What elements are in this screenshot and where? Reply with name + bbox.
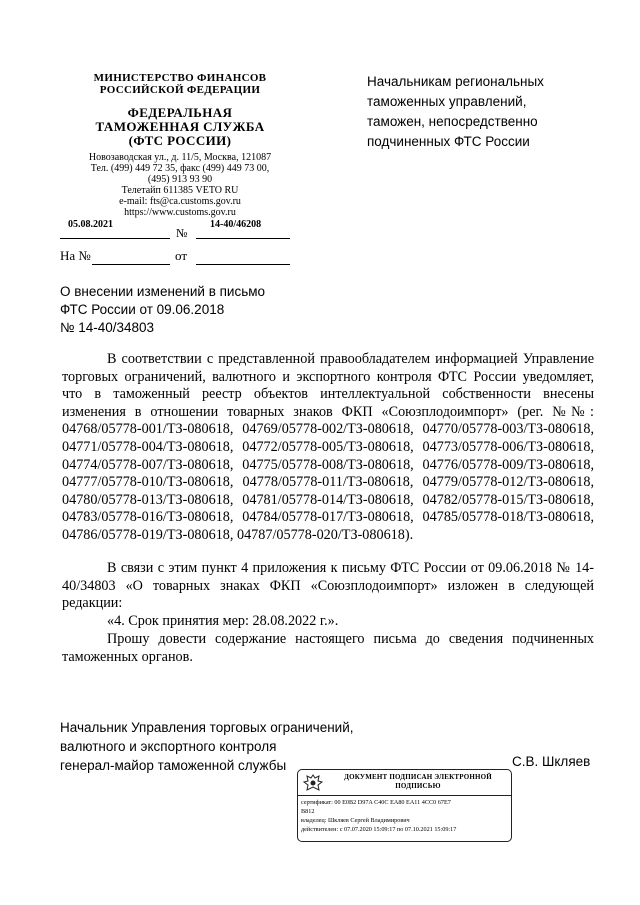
subject-line-1: О внесении изменений в письмо (60, 284, 266, 299)
address-line-2: Тел. (499) 449 72 35, факс (499) 449 73 00, (90, 163, 270, 174)
stamp-title (328, 773, 508, 791)
service-name (60, 106, 300, 148)
address-line-6: https://www.customs.gov.ru (124, 207, 236, 218)
ministry-line-1: МИНИСТЕРСТВО ФИНАНСОВ (93, 72, 267, 84)
body-paragraph-4: Прошу довести содержание настоящего письма до сведения подчиненных таможенных органов. (62, 631, 594, 665)
reference-date-underline (196, 264, 290, 265)
addressee-line-2: таможенных управлений, (367, 94, 527, 109)
registration-date: 05.08.2021 (68, 219, 113, 230)
ministry-line-2: РОССИЙСКОЙ ФЕДЕРАЦИИ (99, 84, 261, 96)
registration-number: 14-40/46208 (210, 219, 262, 230)
body-paragraph-3: «4. Срок принятия мер: 28.08.2022 г.». (107, 613, 339, 629)
addressee (367, 72, 627, 152)
service-line-3: (ФТС РОССИИ) (128, 133, 232, 148)
position-line-1: Начальник Управления торговых ограничений, (60, 720, 354, 735)
reference-number-underline (92, 264, 170, 265)
stamp-validity: действителен: с 07.07.2020 15:09:17 по 07.10.2021 15:09:17 (301, 826, 457, 833)
stamp-certificate-cont: B812 (301, 808, 315, 815)
addressee-line-4: подчиненных ФТС России (367, 134, 530, 149)
stamp-title-line-2: ПОДПИСЬЮ (395, 782, 441, 790)
eagle-emblem-icon (302, 773, 324, 793)
date-underline (60, 238, 170, 239)
ministry-name (60, 72, 300, 96)
letter-subject (60, 283, 320, 337)
service-line-1: ФЕДЕРАЛЬНАЯ (127, 105, 233, 120)
stamp-details (301, 798, 507, 834)
registration-number-label: № (176, 226, 188, 240)
subject-line-3: № 14-40/34803 (60, 320, 155, 335)
address-line-4: Телетайп 611385 VETO RU (121, 185, 239, 196)
electronic-signature-stamp (297, 769, 512, 842)
number-underline (196, 238, 290, 239)
address-line-1: Новозаводская ул., д. 11/5, Москва, 121087 (88, 152, 272, 163)
subject-line-2: ФТС России от 09.06.2018 (60, 302, 225, 317)
body-paragraph-1: В соответствии с представленной правообладателем информацией Управление торговых ограничений, валютного и экспортного контроля ФТС России уведомляет, что в таможенный реестр объектов интеллектуальной собственности внесены изменения в отношении товарных знаков ФКП «Союзплодоимпорт» (рег. №№: 04768/05778-001/ТЗ-080618, 04769/05778-002/ТЗ-080618, 04770/05778-003/ТЗ-080618, 04771/05778-004/ТЗ-080618, 04772/05778-005/ТЗ-080618, 04773/05778-006/ТЗ-080618, 04774/05778-007/ТЗ-080618, 04775/05778-008/ТЗ-080618, 04776/05778-009/ТЗ-080618, 04777/05778-010/ТЗ-080618, 04778/05778-011/ТЗ-080618, 04779/05778-012/ТЗ-080618, 04780/05778-013/ТЗ-080618, 04781/05778-014/ТЗ-080618, 04782/05778-015/ТЗ-080618, 04783/05778-016/ТЗ-080618, 04784/05778-017/ТЗ-080618, 04785/05778-018/ТЗ-080618, 04786/05778-019/ТЗ-080618, 04787/05778-020/ТЗ-080618). (62, 351, 594, 543)
reference-from-label: от (175, 248, 188, 263)
stamp-owner: владелец: Шкляев Сергей Владимирович (301, 817, 410, 824)
signatory-position (60, 718, 390, 775)
addressee-line-3: таможен, непосредственно (367, 114, 538, 129)
stamp-divider (298, 795, 511, 796)
address-line-3: (495) 913 93 90 (147, 174, 213, 185)
addressee-line-1: Начальникам региональных (367, 74, 544, 89)
service-line-2: ТАМОЖЕННАЯ СЛУЖБА (95, 119, 265, 134)
address-line-5: e-mail: fts@ca.customs.gov.ru (119, 196, 241, 207)
stamp-certificate: сертификат: 00 E0B2 D97A C40C EA80 EA11 4CC0 67E7 (301, 799, 451, 806)
position-line-2: валютного и экспортного контроля (60, 739, 277, 754)
signatory-name: С.В. Шкляев (512, 754, 591, 769)
sender-address (60, 152, 300, 218)
position-line-3: генерал-майор таможенной службы (60, 758, 287, 773)
stamp-title-line-1: ДОКУМЕНТ ПОДПИСАН ЭЛЕКТРОННОЙ (344, 773, 492, 781)
reference-number-label: На № (60, 248, 91, 263)
body-paragraph-2: В связи с этим пункт 4 приложения к письму ФТС России от 09.06.2018 № 14-40/34803 «О товарных знаках ФКП «Союзплодоимпорт» изложен в следующей редакции: (62, 560, 594, 612)
